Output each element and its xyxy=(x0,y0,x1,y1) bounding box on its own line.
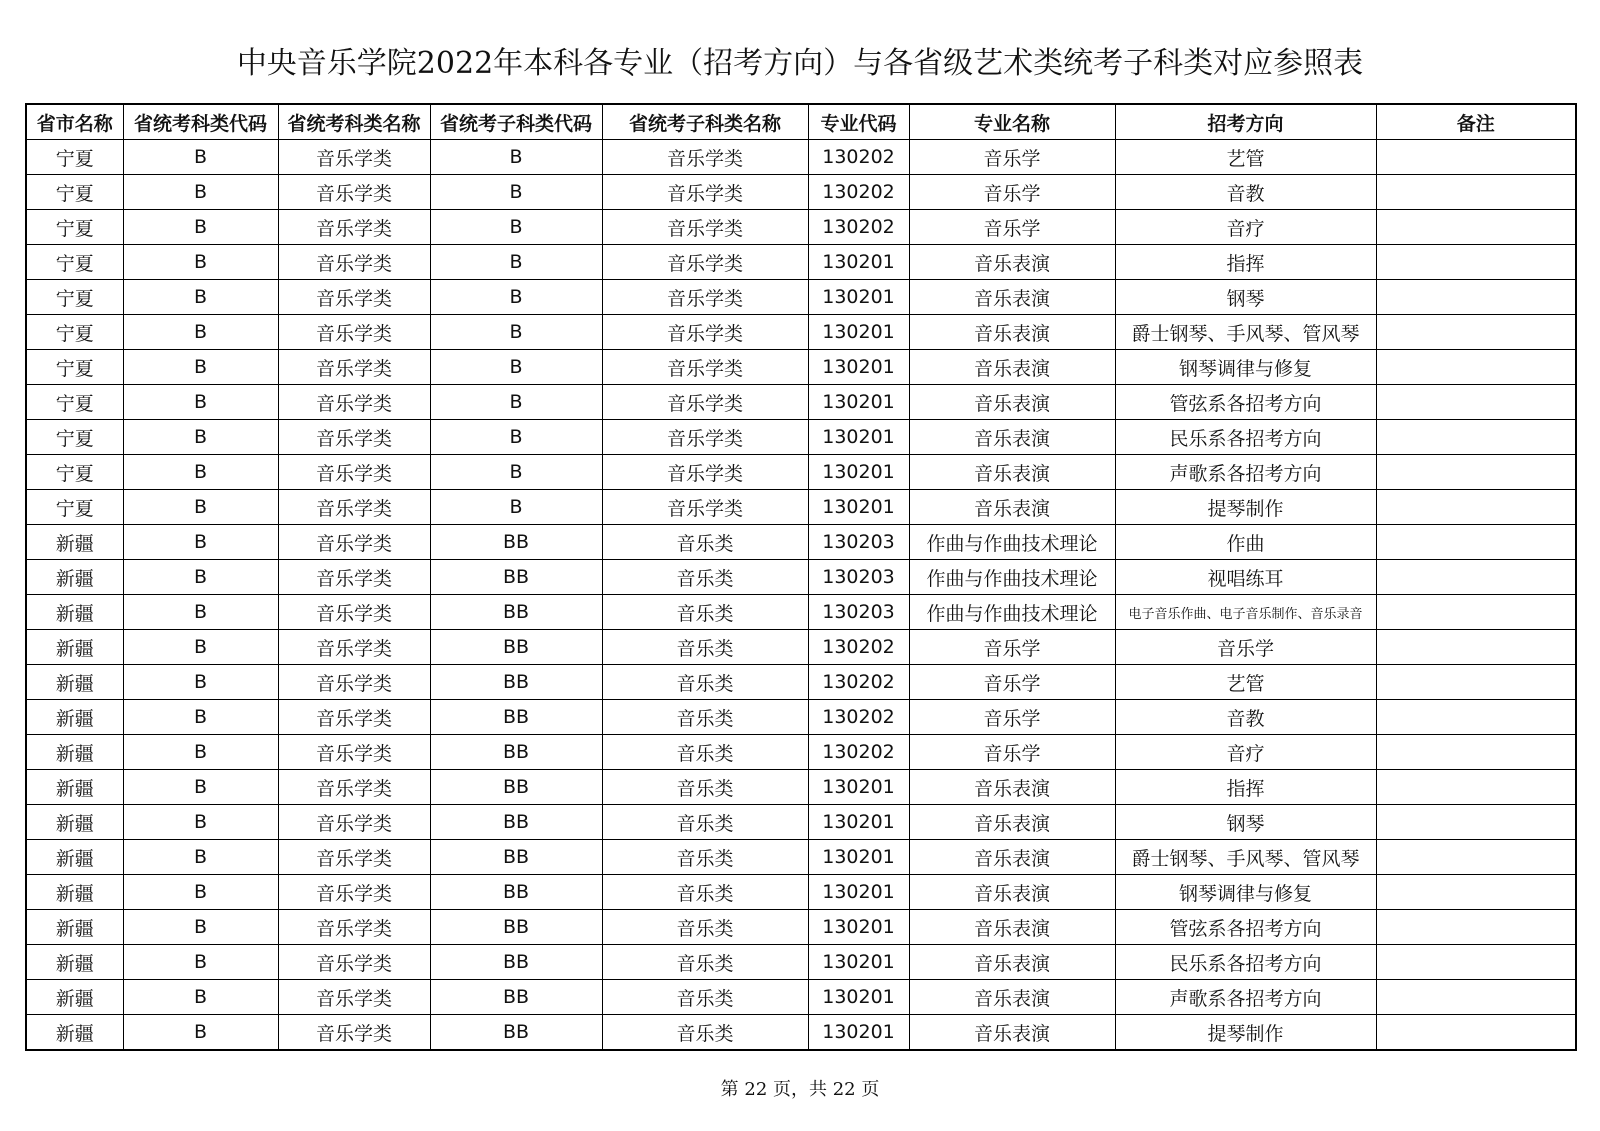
table-cell: 音乐表演 xyxy=(909,840,1115,875)
table-cell: B xyxy=(123,875,278,910)
mapping-table xyxy=(25,103,1577,1051)
table-cell: 音教 xyxy=(1115,175,1376,210)
table-cell: 音乐类 xyxy=(602,595,808,630)
table-cell: 音乐学 xyxy=(909,700,1115,735)
table-cell: 音乐学类 xyxy=(278,875,430,910)
table-cell: 音乐表演 xyxy=(909,875,1115,910)
table-cell: 音乐学类 xyxy=(602,245,808,280)
table-cell: B xyxy=(123,210,278,245)
table-cell: 音乐学类 xyxy=(278,735,430,770)
table-row xyxy=(26,175,1576,210)
table-cell: 130201 xyxy=(808,805,909,840)
table-cell: 管弦系各招考方向 xyxy=(1115,385,1376,420)
table-cell: B xyxy=(123,315,278,350)
table-cell: 音乐学类 xyxy=(602,420,808,455)
table-cell: BB xyxy=(430,560,602,595)
column-header: 省统考子科类名称 xyxy=(602,104,808,140)
table-cell xyxy=(1376,840,1576,875)
table-cell: 音乐学类 xyxy=(602,210,808,245)
table-cell: 音乐表演 xyxy=(909,315,1115,350)
table-row xyxy=(26,910,1576,945)
table-cell xyxy=(1376,455,1576,490)
table-cell: 宁夏 xyxy=(26,350,123,385)
table-row xyxy=(26,840,1576,875)
table-cell xyxy=(1376,595,1576,630)
table-cell: 新疆 xyxy=(26,525,123,560)
table-cell: 130201 xyxy=(808,945,909,980)
table-cell: B xyxy=(430,490,602,525)
table-cell: BB xyxy=(430,630,602,665)
table-cell: 宁夏 xyxy=(26,175,123,210)
table-cell: 音乐表演 xyxy=(909,385,1115,420)
table-cell: 视唱练耳 xyxy=(1115,560,1376,595)
table-cell xyxy=(1376,140,1576,175)
table-cell: 电子音乐作曲、电子音乐制作、音乐录音 xyxy=(1115,595,1376,630)
table-cell: 130202 xyxy=(808,140,909,175)
table-cell: 音乐学类 xyxy=(278,385,430,420)
table-cell: B xyxy=(123,630,278,665)
table-cell: 130201 xyxy=(808,245,909,280)
table-cell xyxy=(1376,280,1576,315)
table-cell: BB xyxy=(430,910,602,945)
table-cell: 宁夏 xyxy=(26,315,123,350)
table-cell: 钢琴 xyxy=(1115,805,1376,840)
table-cell: B xyxy=(123,140,278,175)
column-header: 省市名称 xyxy=(26,104,123,140)
table-cell: 宁夏 xyxy=(26,280,123,315)
table-cell: BB xyxy=(430,770,602,805)
table-cell: 音疗 xyxy=(1115,210,1376,245)
table-cell: 音乐学 xyxy=(909,630,1115,665)
table-cell: B xyxy=(123,525,278,560)
table-cell: 音乐学类 xyxy=(278,945,430,980)
table-cell: 音乐学类 xyxy=(278,245,430,280)
table-cell: 130203 xyxy=(808,595,909,630)
table-row xyxy=(26,630,1576,665)
table-cell: 管弦系各招考方向 xyxy=(1115,910,1376,945)
column-header: 招考方向 xyxy=(1115,104,1376,140)
table-cell: B xyxy=(123,350,278,385)
table-cell: 音乐学类 xyxy=(602,280,808,315)
page-title: 中央音乐学院2022年本科各专业（招考方向）与各省级艺术类统考子科类对应参照表 xyxy=(236,46,1364,81)
table-cell xyxy=(1376,735,1576,770)
column-header: 专业代码 xyxy=(808,104,909,140)
table-row xyxy=(26,700,1576,735)
table-cell: 音乐学类 xyxy=(278,420,430,455)
table-cell: 艺管 xyxy=(1115,140,1376,175)
table-row xyxy=(26,245,1576,280)
table-cell xyxy=(1376,665,1576,700)
table-row xyxy=(26,805,1576,840)
table-cell: 新疆 xyxy=(26,735,123,770)
table-cell: 音乐表演 xyxy=(909,245,1115,280)
column-header: 专业名称 xyxy=(909,104,1115,140)
table-cell: 音乐学类 xyxy=(602,490,808,525)
table-cell: BB xyxy=(430,980,602,1015)
table-cell: BB xyxy=(430,700,602,735)
table-cell xyxy=(1376,875,1576,910)
table-cell: 音乐表演 xyxy=(909,490,1115,525)
table-cell: 新疆 xyxy=(26,700,123,735)
table-cell: 音乐学类 xyxy=(278,350,430,385)
table-row xyxy=(26,560,1576,595)
table-cell: 音乐类 xyxy=(602,735,808,770)
table-cell: 音乐学 xyxy=(909,140,1115,175)
table-cell xyxy=(1376,700,1576,735)
table-cell: 130201 xyxy=(808,910,909,945)
table-cell: 音乐学类 xyxy=(278,770,430,805)
table-cell: 新疆 xyxy=(26,665,123,700)
table-cell: 音乐学 xyxy=(909,735,1115,770)
table-row xyxy=(26,945,1576,980)
table-cell: B xyxy=(123,490,278,525)
table-cell: 音乐学 xyxy=(909,665,1115,700)
table-cell: 作曲 xyxy=(1115,525,1376,560)
table-cell: 音乐学类 xyxy=(602,455,808,490)
table-cell: 音乐学类 xyxy=(278,175,430,210)
table-row xyxy=(26,420,1576,455)
table-cell: 130201 xyxy=(808,1015,909,1051)
table-cell: 新疆 xyxy=(26,560,123,595)
table-cell: 作曲与作曲技术理论 xyxy=(909,595,1115,630)
table-cell: B xyxy=(430,140,602,175)
table-cell xyxy=(1376,770,1576,805)
table-cell: 新疆 xyxy=(26,630,123,665)
table-cell: 音乐表演 xyxy=(909,350,1115,385)
table-cell: 音乐学类 xyxy=(278,455,430,490)
table-cell: BB xyxy=(430,595,602,630)
table-cell: 钢琴调律与修复 xyxy=(1115,875,1376,910)
table-cell: 音乐学 xyxy=(1115,630,1376,665)
table-cell: 音乐类 xyxy=(602,945,808,980)
table-cell: 钢琴调律与修复 xyxy=(1115,350,1376,385)
table-cell: 130201 xyxy=(808,420,909,455)
table-cell: 音乐学类 xyxy=(278,490,430,525)
table-cell: B xyxy=(430,245,602,280)
table-cell: 作曲与作曲技术理论 xyxy=(909,560,1115,595)
table-cell: 音乐学类 xyxy=(278,315,430,350)
table-cell: 音乐表演 xyxy=(909,420,1115,455)
table-cell: 音乐类 xyxy=(602,700,808,735)
table-cell: 130202 xyxy=(808,630,909,665)
table-cell xyxy=(1376,315,1576,350)
table-cell: 130201 xyxy=(808,490,909,525)
table-cell: BB xyxy=(430,840,602,875)
table-row xyxy=(26,980,1576,1015)
table-cell xyxy=(1376,210,1576,245)
table-cell: 音乐类 xyxy=(602,630,808,665)
table-cell: 音乐类 xyxy=(602,805,808,840)
table-cell: 宁夏 xyxy=(26,490,123,525)
table-cell: 130201 xyxy=(808,315,909,350)
table-cell: 音乐学类 xyxy=(278,1015,430,1051)
table-cell: 音乐学类 xyxy=(278,210,430,245)
table-cell: 130201 xyxy=(808,350,909,385)
table-row xyxy=(26,1015,1576,1051)
table-cell: B xyxy=(123,420,278,455)
table-cell: 130201 xyxy=(808,980,909,1015)
table-cell: 新疆 xyxy=(26,1015,123,1051)
table-cell: 新疆 xyxy=(26,980,123,1015)
table-cell: B xyxy=(430,175,602,210)
table-cell: BB xyxy=(430,1015,602,1051)
column-header: 备注 xyxy=(1376,104,1576,140)
table-cell: 130203 xyxy=(808,525,909,560)
table-row xyxy=(26,280,1576,315)
table-cell xyxy=(1376,805,1576,840)
table-cell: 音乐表演 xyxy=(909,455,1115,490)
table-cell: 指挥 xyxy=(1115,770,1376,805)
table-cell xyxy=(1376,385,1576,420)
table-cell: 130201 xyxy=(808,875,909,910)
table-cell: 音疗 xyxy=(1115,735,1376,770)
table-cell: 音教 xyxy=(1115,700,1376,735)
table-row xyxy=(26,490,1576,525)
table-cell: 音乐类 xyxy=(602,525,808,560)
table-cell: 指挥 xyxy=(1115,245,1376,280)
page-number: 第 22 页，共 22 页 xyxy=(720,1079,880,1100)
table-cell: 音乐类 xyxy=(602,980,808,1015)
table-row xyxy=(26,210,1576,245)
table-cell: 新疆 xyxy=(26,875,123,910)
table-cell: B xyxy=(123,455,278,490)
table-cell xyxy=(1376,490,1576,525)
table-cell: 音乐学类 xyxy=(602,175,808,210)
table-cell: BB xyxy=(430,875,602,910)
table-cell: B xyxy=(430,455,602,490)
table-cell: B xyxy=(123,385,278,420)
table-cell: 音乐学类 xyxy=(278,805,430,840)
table-cell: 130201 xyxy=(808,455,909,490)
table-cell: 宁夏 xyxy=(26,140,123,175)
table-cell: 民乐系各招考方向 xyxy=(1115,945,1376,980)
table-cell: 130202 xyxy=(808,175,909,210)
table-cell: 音乐学类 xyxy=(602,385,808,420)
table-cell: 130202 xyxy=(808,210,909,245)
table-cell xyxy=(1376,525,1576,560)
table-row xyxy=(26,455,1576,490)
table-cell: BB xyxy=(430,525,602,560)
table-cell: 宁夏 xyxy=(26,245,123,280)
table-cell: 爵士钢琴、手风琴、管风琴 xyxy=(1115,840,1376,875)
table-cell: B xyxy=(123,280,278,315)
table-cell: 音乐学类 xyxy=(278,280,430,315)
table-row xyxy=(26,385,1576,420)
table-cell: B xyxy=(123,770,278,805)
table-cell xyxy=(1376,245,1576,280)
table-cell: B xyxy=(430,210,602,245)
table-cell: 提琴制作 xyxy=(1115,490,1376,525)
table-cell: 音乐类 xyxy=(602,560,808,595)
table-cell: 新疆 xyxy=(26,910,123,945)
table-cell xyxy=(1376,630,1576,665)
table-cell: 音乐学 xyxy=(909,175,1115,210)
table-cell: 音乐类 xyxy=(602,910,808,945)
table-cell: 音乐类 xyxy=(602,840,808,875)
table-cell: 音乐类 xyxy=(602,875,808,910)
table-cell: 提琴制作 xyxy=(1115,1015,1376,1051)
table-row xyxy=(26,140,1576,175)
table-cell: B xyxy=(430,420,602,455)
table-cell: 声歌系各招考方向 xyxy=(1115,455,1376,490)
table-cell: 艺管 xyxy=(1115,665,1376,700)
table-cell xyxy=(1376,910,1576,945)
table-cell: 音乐学类 xyxy=(278,560,430,595)
table-cell: 新疆 xyxy=(26,595,123,630)
table-cell: 130202 xyxy=(808,700,909,735)
table-cell: 新疆 xyxy=(26,945,123,980)
table-cell: 音乐表演 xyxy=(909,980,1115,1015)
table-cell xyxy=(1376,420,1576,455)
table-cell: BB xyxy=(430,805,602,840)
table-cell: BB xyxy=(430,665,602,700)
table-cell: 音乐表演 xyxy=(909,945,1115,980)
table-cell: 130201 xyxy=(808,770,909,805)
column-header: 省统考科类名称 xyxy=(278,104,430,140)
table-cell: BB xyxy=(430,735,602,770)
column-header: 省统考科类代码 xyxy=(123,104,278,140)
table-cell: B xyxy=(123,840,278,875)
table-row xyxy=(26,315,1576,350)
table-cell: 音乐表演 xyxy=(909,770,1115,805)
table-cell: B xyxy=(123,665,278,700)
table-row xyxy=(26,350,1576,385)
table-cell: 宁夏 xyxy=(26,210,123,245)
table-cell: 音乐学类 xyxy=(602,140,808,175)
table-cell: 音乐表演 xyxy=(909,1015,1115,1051)
table-cell xyxy=(1376,1015,1576,1051)
table-cell: B xyxy=(123,175,278,210)
table-row xyxy=(26,595,1576,630)
table-cell: 音乐学类 xyxy=(278,525,430,560)
column-header: 省统考子科类代码 xyxy=(430,104,602,140)
table-cell xyxy=(1376,560,1576,595)
table-cell: 爵士钢琴、手风琴、管风琴 xyxy=(1115,315,1376,350)
table-cell: 130202 xyxy=(808,665,909,700)
table-cell: 新疆 xyxy=(26,840,123,875)
table-cell: B xyxy=(430,280,602,315)
table-cell: 130201 xyxy=(808,280,909,315)
table-cell: 音乐类 xyxy=(602,665,808,700)
table-body xyxy=(26,140,1576,1051)
table-cell: B xyxy=(430,385,602,420)
table-cell: B xyxy=(123,805,278,840)
table-cell: 声歌系各招考方向 xyxy=(1115,980,1376,1015)
table-cell: BB xyxy=(430,945,602,980)
table-cell: 音乐学类 xyxy=(278,700,430,735)
table-cell: 音乐表演 xyxy=(909,910,1115,945)
table-row xyxy=(26,665,1576,700)
table-cell: B xyxy=(430,315,602,350)
table-cell: B xyxy=(123,910,278,945)
table-row xyxy=(26,735,1576,770)
table-cell: 音乐表演 xyxy=(909,805,1115,840)
table-cell: 130201 xyxy=(808,840,909,875)
table-cell: B xyxy=(123,560,278,595)
table-cell: B xyxy=(123,245,278,280)
table-cell: 音乐表演 xyxy=(909,280,1115,315)
table-cell: B xyxy=(123,595,278,630)
table-cell: 音乐学类 xyxy=(278,595,430,630)
table-cell: 音乐类 xyxy=(602,770,808,805)
table-cell: 130202 xyxy=(808,735,909,770)
table-row xyxy=(26,525,1576,560)
table-cell xyxy=(1376,175,1576,210)
table-cell: 新疆 xyxy=(26,805,123,840)
table-cell: 音乐类 xyxy=(602,1015,808,1051)
table-cell: 宁夏 xyxy=(26,455,123,490)
table-cell: B xyxy=(123,1015,278,1051)
table-cell: 音乐学类 xyxy=(602,350,808,385)
table-cell: 作曲与作曲技术理论 xyxy=(909,525,1115,560)
table-cell: B xyxy=(123,945,278,980)
table-cell: 音乐学 xyxy=(909,210,1115,245)
header-row xyxy=(26,104,1576,140)
table-cell: B xyxy=(123,700,278,735)
table-cell: 音乐学类 xyxy=(278,910,430,945)
table-cell xyxy=(1376,350,1576,385)
table-cell: 130201 xyxy=(808,385,909,420)
table-cell xyxy=(1376,980,1576,1015)
table-cell: 音乐学类 xyxy=(278,840,430,875)
table-cell: 宁夏 xyxy=(26,420,123,455)
table-cell: 130203 xyxy=(808,560,909,595)
table-row xyxy=(26,770,1576,805)
table-cell: 音乐学类 xyxy=(278,665,430,700)
table-cell: 宁夏 xyxy=(26,385,123,420)
table-cell: 新疆 xyxy=(26,770,123,805)
table-cell: B xyxy=(123,980,278,1015)
table-cell: 钢琴 xyxy=(1115,280,1376,315)
table-cell: B xyxy=(123,735,278,770)
table-cell: 音乐学类 xyxy=(602,315,808,350)
table-cell xyxy=(1376,945,1576,980)
table-cell: 民乐系各招考方向 xyxy=(1115,420,1376,455)
table-cell: B xyxy=(430,350,602,385)
table-row xyxy=(26,875,1576,910)
table-cell: 音乐学类 xyxy=(278,140,430,175)
table-cell: 音乐学类 xyxy=(278,630,430,665)
table-cell: 音乐学类 xyxy=(278,980,430,1015)
